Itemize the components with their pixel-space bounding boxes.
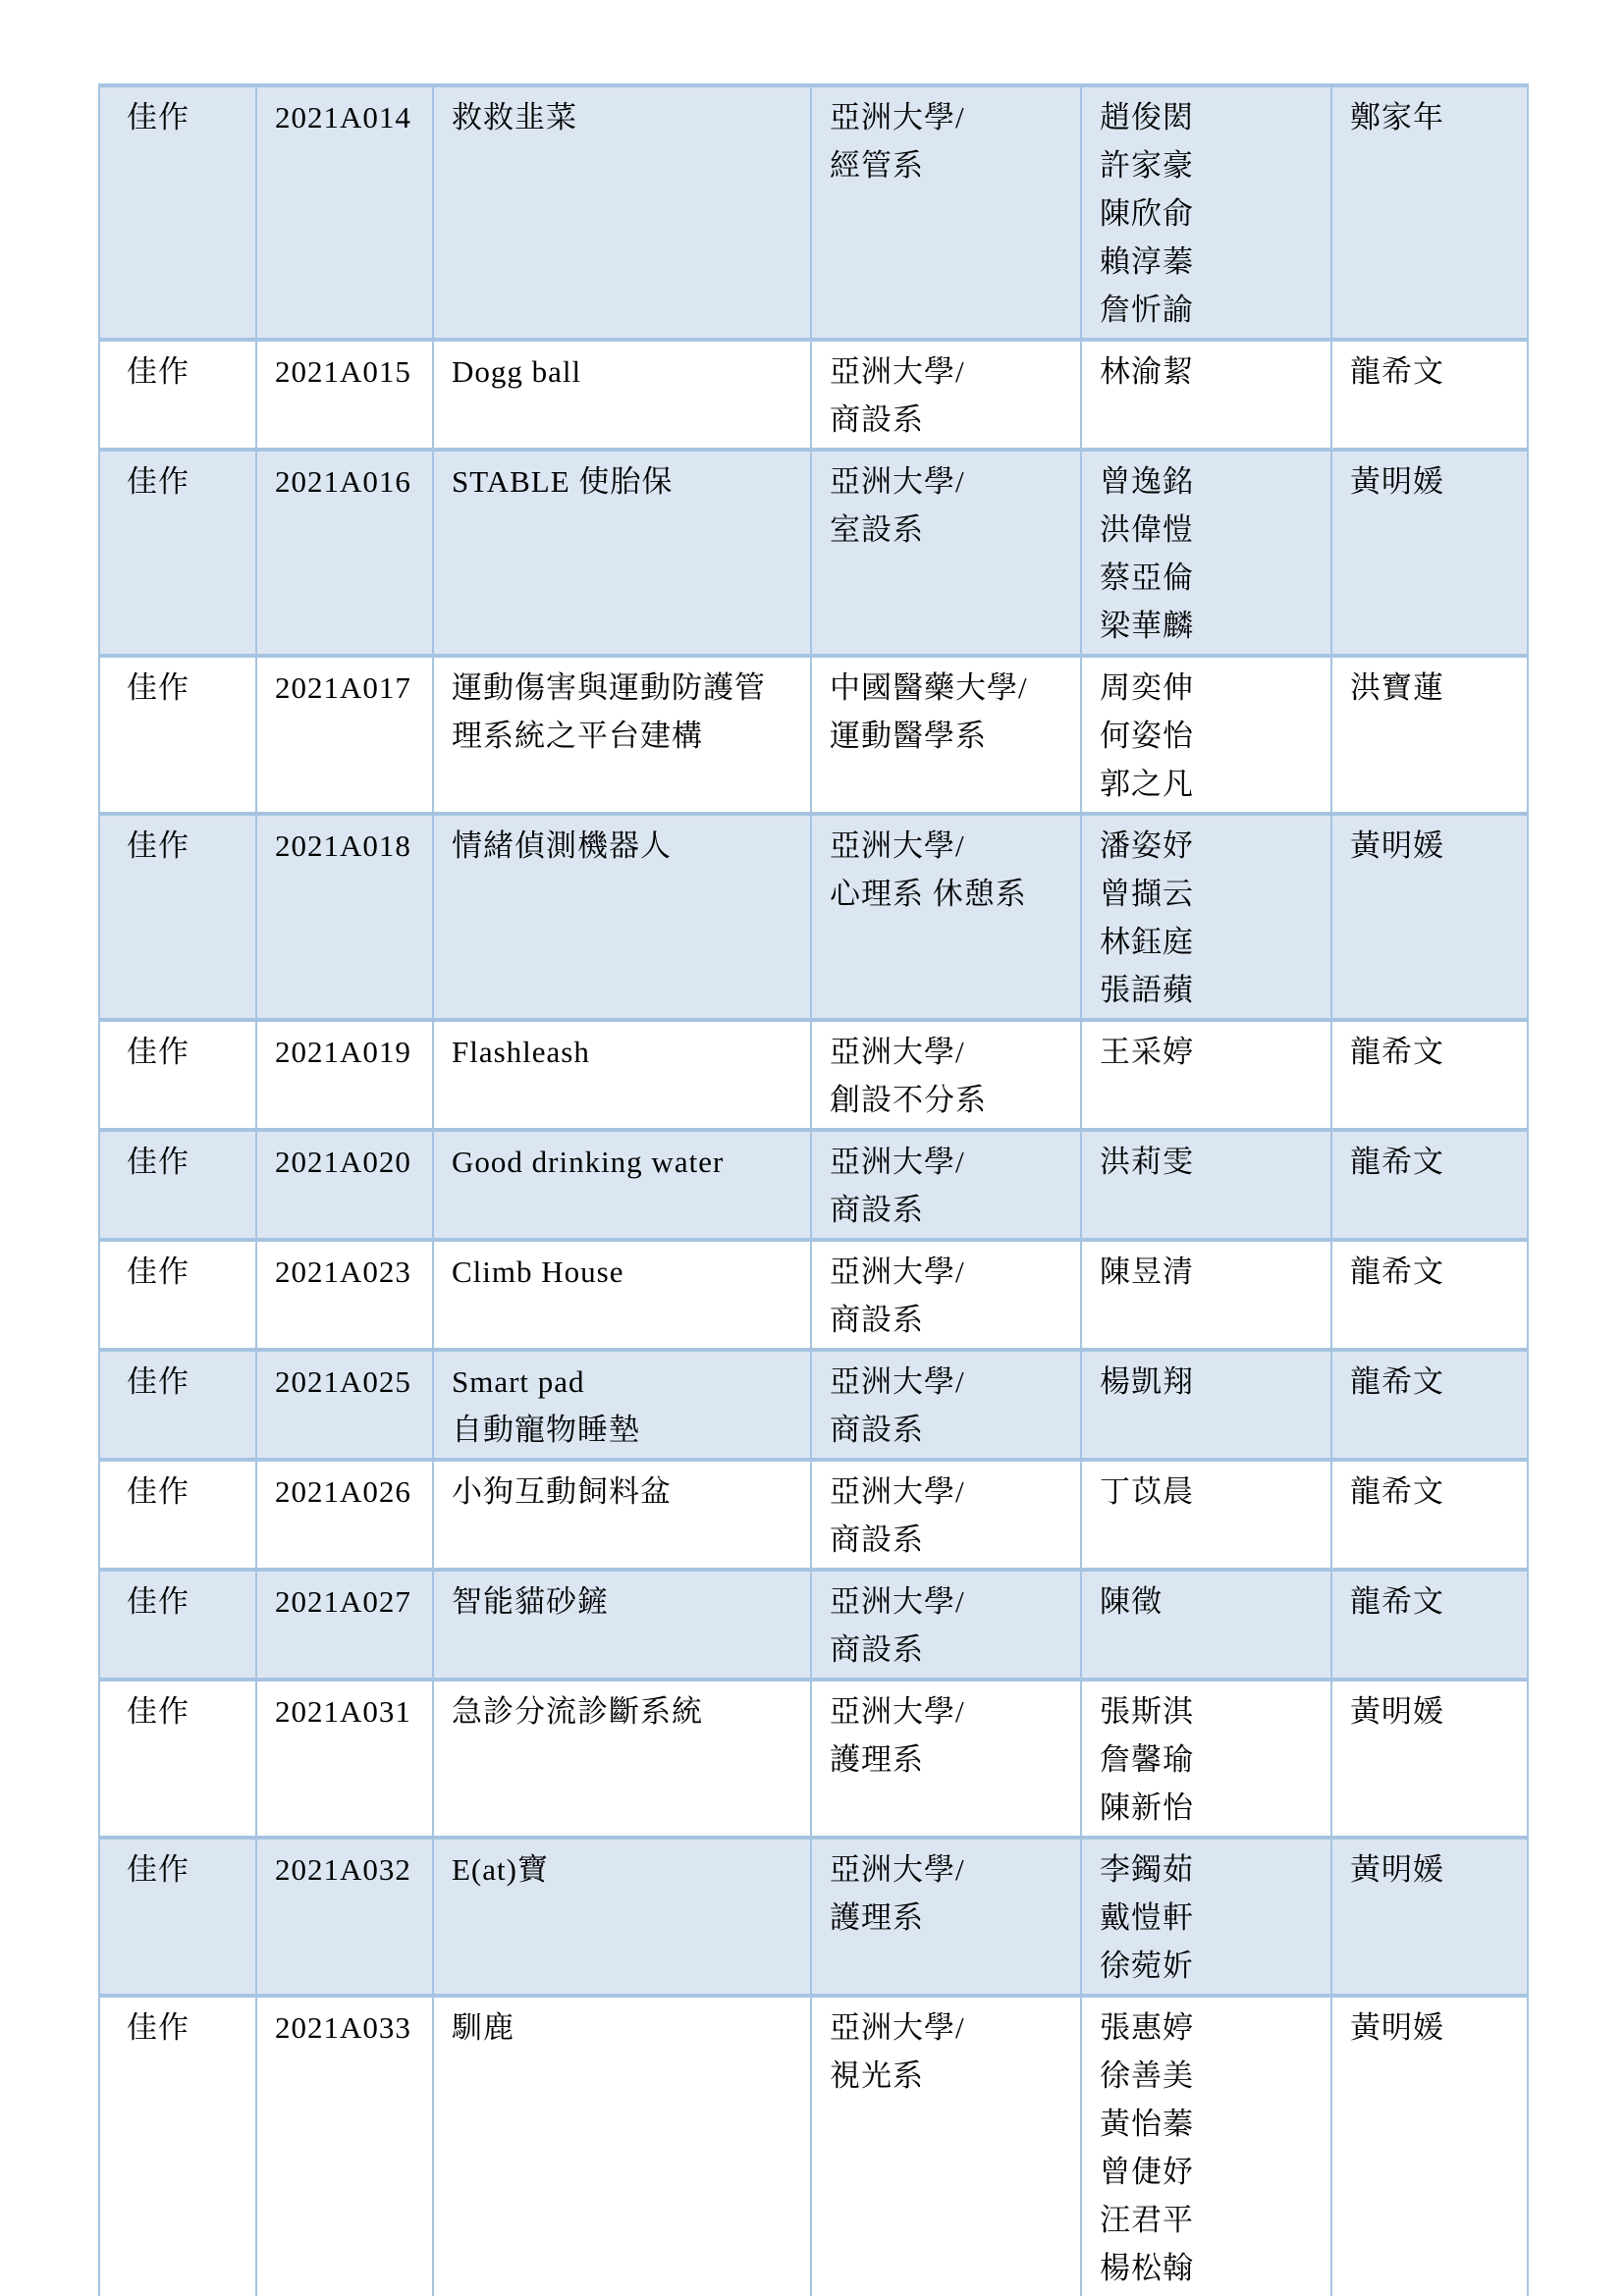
text-line: 情緒偵測機器人: [452, 828, 672, 863]
project-name-cell: [433, 1020, 811, 1130]
table-row: [99, 1130, 1528, 1240]
member-name: 潘姿妤: [1100, 828, 1194, 863]
team-members-cell: [1081, 1680, 1331, 1838]
member-name: 陳欣俞: [1100, 196, 1194, 231]
advisor-cell: 龍希文: [1331, 340, 1528, 450]
entry-id-cell: 2021A033: [256, 1996, 433, 2296]
member-name: 林渝絜: [1100, 354, 1194, 389]
award-results-table: [98, 83, 1529, 2296]
member-name: 蔡亞倫: [1100, 561, 1194, 595]
team-members-cell: [1081, 85, 1331, 340]
member-name: 徐善美: [1100, 2058, 1194, 2093]
award-cell: 佳作: [99, 1570, 256, 1680]
advisor-cell: 黃明媛: [1331, 1838, 1528, 1996]
text-line: 視光系: [830, 2058, 924, 2093]
school-department-cell: [811, 85, 1081, 340]
award-cell: 佳作: [99, 1996, 256, 2296]
award-cell: 佳作: [99, 1350, 256, 1460]
table-row: [99, 1996, 1528, 2296]
advisor-cell: 黃明媛: [1331, 1680, 1528, 1838]
school-department-cell: [811, 1838, 1081, 1996]
member-name: 楊凱翔: [1100, 1364, 1194, 1399]
entry-id-cell: 2021A032: [256, 1838, 433, 1996]
award-cell: 佳作: [99, 340, 256, 450]
project-name-cell: [433, 1240, 811, 1350]
entry-id-cell: 2021A027: [256, 1570, 433, 1680]
team-members-cell: [1081, 340, 1331, 450]
entry-id-cell: 2021A025: [256, 1350, 433, 1460]
team-members-cell: [1081, 1240, 1331, 1350]
text-line: 亞洲大學/: [830, 354, 965, 389]
text-line: 商設系: [830, 1303, 924, 1337]
project-name-cell: [433, 85, 811, 340]
member-name: 曾擷云: [1100, 877, 1194, 911]
award-cell: 佳作: [99, 1130, 256, 1240]
text-line: 亞洲大學/: [830, 2010, 965, 2045]
project-name-cell: [433, 656, 811, 814]
text-line: 護理系: [830, 1742, 924, 1777]
member-name: 戴愷軒: [1100, 1900, 1194, 1935]
text-line: 商設系: [830, 1193, 924, 1227]
member-name: 李鐲茹: [1100, 1852, 1194, 1887]
team-members-cell: [1081, 1350, 1331, 1460]
school-department-cell: [811, 1996, 1081, 2296]
text-line: 護理系: [830, 1900, 924, 1935]
award-cell: 佳作: [99, 1838, 256, 1996]
project-name-cell: [433, 1130, 811, 1240]
team-members-cell: [1081, 1570, 1331, 1680]
member-name: 丁苡晨: [1100, 1474, 1194, 1509]
school-department-cell: [811, 450, 1081, 656]
school-department-cell: [811, 1240, 1081, 1350]
advisor-cell: 黃明媛: [1331, 814, 1528, 1020]
text-line: 創設不分系: [830, 1083, 987, 1117]
team-members-cell: [1081, 1020, 1331, 1130]
text-line: 亞洲大學/: [830, 1145, 965, 1179]
entry-id-cell: 2021A014: [256, 85, 433, 340]
member-name: 趙俊閎: [1100, 100, 1194, 134]
table-row: [99, 1838, 1528, 1996]
table-row: [99, 1240, 1528, 1350]
text-line: 智能貓砂鏟: [452, 1584, 609, 1619]
award-cell: 佳作: [99, 1460, 256, 1570]
team-members-cell: [1081, 814, 1331, 1020]
text-line: 亞洲大學/: [830, 1694, 965, 1729]
member-name: 周奕伸: [1100, 670, 1194, 705]
text-line: 商設系: [830, 1413, 924, 1447]
advisor-cell: 鄭家年: [1331, 85, 1528, 340]
entry-id-cell: 2021A018: [256, 814, 433, 1020]
entry-id-cell: 2021A031: [256, 1680, 433, 1838]
table-row: [99, 1350, 1528, 1460]
member-name: 洪偉愷: [1100, 512, 1194, 547]
school-department-cell: [811, 1570, 1081, 1680]
school-department-cell: [811, 1460, 1081, 1570]
team-members-cell: [1081, 1838, 1331, 1996]
table-row: [99, 656, 1528, 814]
school-department-cell: [811, 1020, 1081, 1130]
project-name-cell: [433, 1460, 811, 1570]
member-name: 曾逸銘: [1100, 464, 1194, 499]
text-line: 亞洲大學/: [830, 1474, 965, 1509]
award-cell: 佳作: [99, 656, 256, 814]
results-table-body: [99, 85, 1528, 2296]
text-line: Climb House: [452, 1255, 624, 1289]
project-name-cell: [433, 814, 811, 1020]
entry-id-cell: 2021A017: [256, 656, 433, 814]
school-department-cell: [811, 656, 1081, 814]
text-line: Smart pad: [452, 1364, 585, 1399]
table-row: [99, 340, 1528, 450]
table-row: [99, 1020, 1528, 1130]
table-row: [99, 85, 1528, 340]
award-cell: 佳作: [99, 1020, 256, 1130]
text-line: 中國醫藥大學/: [830, 670, 1028, 705]
member-name: 張惠婷: [1100, 2010, 1194, 2045]
text-line: 運動傷害與運動防護管: [452, 670, 766, 705]
text-line: 亞洲大學/: [830, 1584, 965, 1619]
award-cell: 佳作: [99, 1680, 256, 1838]
member-name: 陳新怡: [1100, 1790, 1194, 1825]
team-members-cell: [1081, 450, 1331, 656]
member-name: 張語蘋: [1100, 973, 1194, 1007]
member-name: 陳昱清: [1100, 1255, 1194, 1289]
text-line: 商設系: [830, 402, 924, 437]
entry-id-cell: 2021A026: [256, 1460, 433, 1570]
member-name: 王采婷: [1100, 1035, 1194, 1069]
table-row: [99, 814, 1528, 1020]
text-line: 心理系 休憩系: [830, 877, 1027, 911]
member-name: 陳徵: [1100, 1584, 1163, 1619]
text-line: 運動醫學系: [830, 719, 987, 753]
project-name-cell: [433, 1570, 811, 1680]
team-members-cell: [1081, 1996, 1331, 2296]
member-name: 黃怡蓁: [1100, 2107, 1194, 2141]
team-members-cell: [1081, 656, 1331, 814]
text-line: 亞洲大學/: [830, 1852, 965, 1887]
member-name: 詹馨瑜: [1100, 1742, 1194, 1777]
school-department-cell: [811, 1130, 1081, 1240]
entry-id-cell: 2021A019: [256, 1020, 433, 1130]
school-department-cell: [811, 340, 1081, 450]
award-cell: 佳作: [99, 85, 256, 340]
text-line: 亞洲大學/: [830, 1364, 965, 1399]
project-name-cell: [433, 450, 811, 656]
team-members-cell: [1081, 1460, 1331, 1570]
project-name-cell: [433, 1996, 811, 2296]
advisor-cell: 黃明媛: [1331, 1996, 1528, 2296]
advisor-cell: 龍希文: [1331, 1240, 1528, 1350]
member-name: 郭之凡: [1100, 767, 1194, 801]
team-members-cell: [1081, 1130, 1331, 1240]
entry-id-cell: 2021A015: [256, 340, 433, 450]
member-name: 梁華麟: [1100, 609, 1194, 643]
project-name-cell: [433, 1680, 811, 1838]
text-line: Flashleash: [452, 1035, 590, 1069]
text-line: E(at)寶: [452, 1852, 549, 1887]
table-row: [99, 1460, 1528, 1570]
entry-id-cell: 2021A020: [256, 1130, 433, 1240]
member-name: 曾倢妤: [1100, 2155, 1194, 2189]
award-cell: 佳作: [99, 450, 256, 656]
text-line: 亞洲大學/: [830, 100, 965, 134]
member-name: 楊松翰: [1100, 2251, 1194, 2285]
member-name: 汪君平: [1100, 2203, 1194, 2237]
member-name: 許家豪: [1100, 148, 1194, 183]
text-line: 小狗互動飼料盆: [452, 1474, 672, 1509]
advisor-cell: 洪寶蓮: [1331, 656, 1528, 814]
member-name: 張斯淇: [1100, 1694, 1194, 1729]
text-line: 商設系: [830, 1632, 924, 1667]
member-name: 何姿怡: [1100, 719, 1194, 753]
table-row: [99, 450, 1528, 656]
advisor-cell: 龍希文: [1331, 1350, 1528, 1460]
text-line: 亞洲大學/: [830, 464, 965, 499]
text-line: 馴鹿: [452, 2010, 514, 2045]
text-line: 商設系: [830, 1522, 924, 1557]
school-department-cell: [811, 1680, 1081, 1838]
school-department-cell: [811, 1350, 1081, 1460]
member-name: 洪莉雯: [1100, 1145, 1194, 1179]
advisor-cell: 龍希文: [1331, 1460, 1528, 1570]
entry-id-cell: 2021A016: [256, 450, 433, 656]
text-line: 亞洲大學/: [830, 1255, 965, 1289]
text-line: 亞洲大學/: [830, 1035, 965, 1069]
text-line: 急診分流診斷系統: [452, 1694, 703, 1729]
table-row: [99, 1680, 1528, 1838]
text-line: STABLE 使胎保: [452, 464, 674, 499]
text-line: 自動寵物睡墊: [452, 1413, 640, 1447]
member-name: 徐菀妡: [1100, 1949, 1194, 1983]
project-name-cell: [433, 1350, 811, 1460]
text-line: 經管系: [830, 148, 924, 183]
advisor-cell: 龍希文: [1331, 1570, 1528, 1680]
award-cell: 佳作: [99, 814, 256, 1020]
text-line: Good drinking water: [452, 1145, 725, 1179]
table-row: [99, 1570, 1528, 1680]
text-line: 室設系: [830, 512, 924, 547]
text-line: 亞洲大學/: [830, 828, 965, 863]
text-line: 理系統之平台建構: [452, 719, 703, 753]
text-line: Dogg ball: [452, 354, 582, 389]
award-cell: 佳作: [99, 1240, 256, 1350]
entry-id-cell: 2021A023: [256, 1240, 433, 1350]
project-name-cell: [433, 1838, 811, 1996]
member-name: 賴淳蓁: [1100, 244, 1194, 279]
project-name-cell: [433, 340, 811, 450]
member-name: 詹忻諭: [1100, 293, 1194, 327]
advisor-cell: 黃明媛: [1331, 450, 1528, 656]
advisor-cell: 龍希文: [1331, 1020, 1528, 1130]
school-department-cell: [811, 814, 1081, 1020]
member-name: 林鈺庭: [1100, 925, 1194, 959]
advisor-cell: 龍希文: [1331, 1130, 1528, 1240]
text-line: 救救韭菜: [452, 100, 577, 134]
